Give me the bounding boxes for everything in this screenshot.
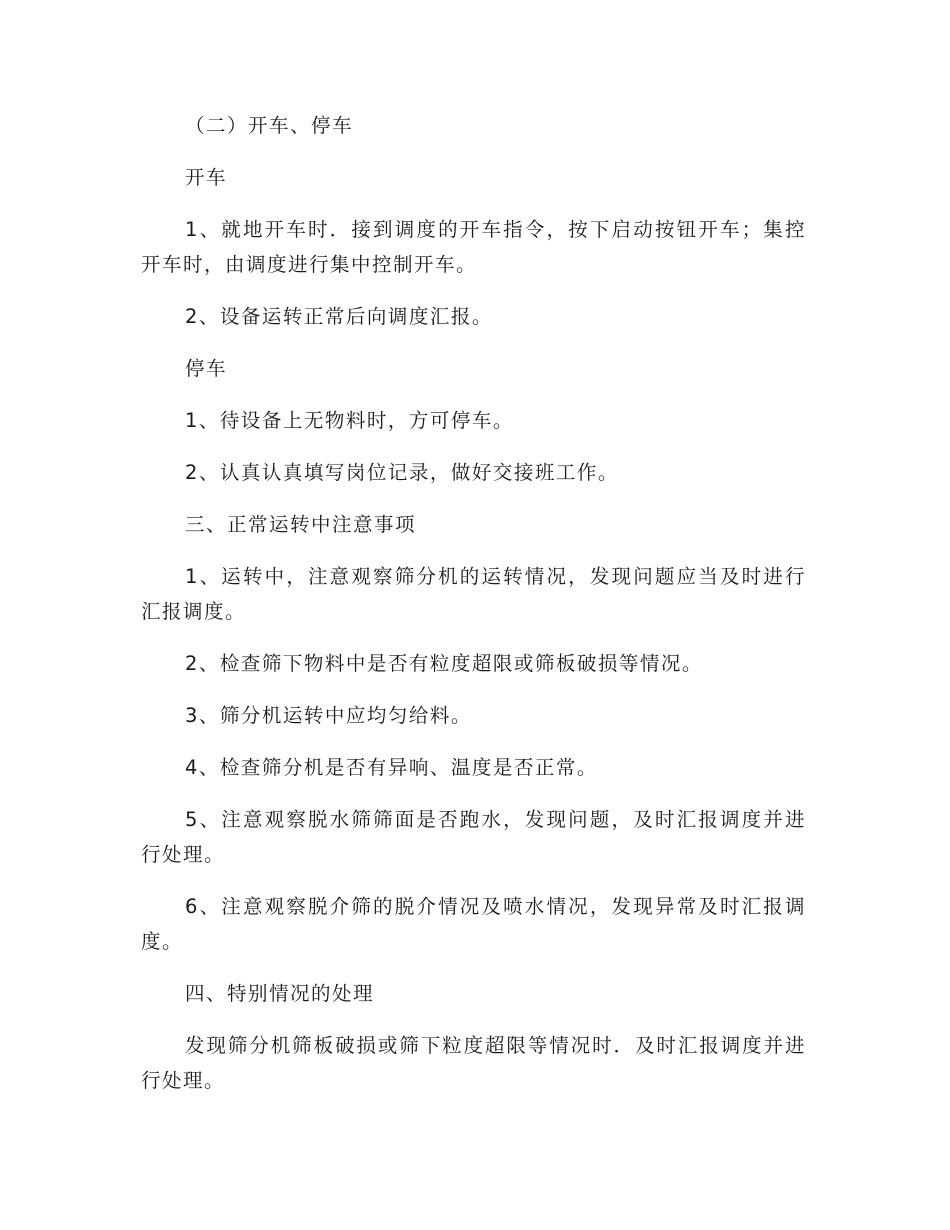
stop-step-1: 1、待设备上无物料时，方可停车。 [185,409,514,432]
operation-item-3: 3、筛分机运转中应均匀给料。 [185,704,472,727]
special-case-handling: 发现筛分机筛板破损或筛下粒度超限等情况时．及时汇报调度并进行处理。 [141,1034,806,1092]
operation-item-2: 2、检查筛下物料中是否有粒度超限或筛板破损等情况。 [185,652,703,675]
operation-item-4: 4、检查筛分机是否有异响、温度是否正常。 [185,756,598,779]
subheading-start: 开车 [185,166,228,189]
section-heading-normal-operation: 三、正常运转中注意事项 [185,513,417,536]
start-step-1: 1、就地开车时．接到调度的开车指令，按下启动按钮开车；集控开车时，由调度进行集中控制开车。 [141,218,806,276]
operation-item-1: 1、运转中，注意观察筛分机的运转情况，发现问题应当及时进行汇报调度。 [141,565,806,623]
section-heading-special-cases: 四、特别情况的处理 [185,982,375,1005]
subheading-stop: 停车 [185,357,228,380]
operation-item-5: 5、注意观察脱水筛筛面是否跑水，发现问题，及时汇报调度并进行处理。 [141,808,806,866]
section-heading-start-stop: （二）开车、停车 [185,114,354,137]
stop-step-2: 2、认真认真填写岗位记录，做好交接班工作。 [185,461,619,484]
operation-item-6: 6、注意观察脱介筛的脱介情况及喷水情况，发现异常及时汇报调度。 [141,895,806,953]
document-body [141,108,806,1115]
start-step-2: 2、设备运转正常后向调度汇报。 [185,305,493,328]
